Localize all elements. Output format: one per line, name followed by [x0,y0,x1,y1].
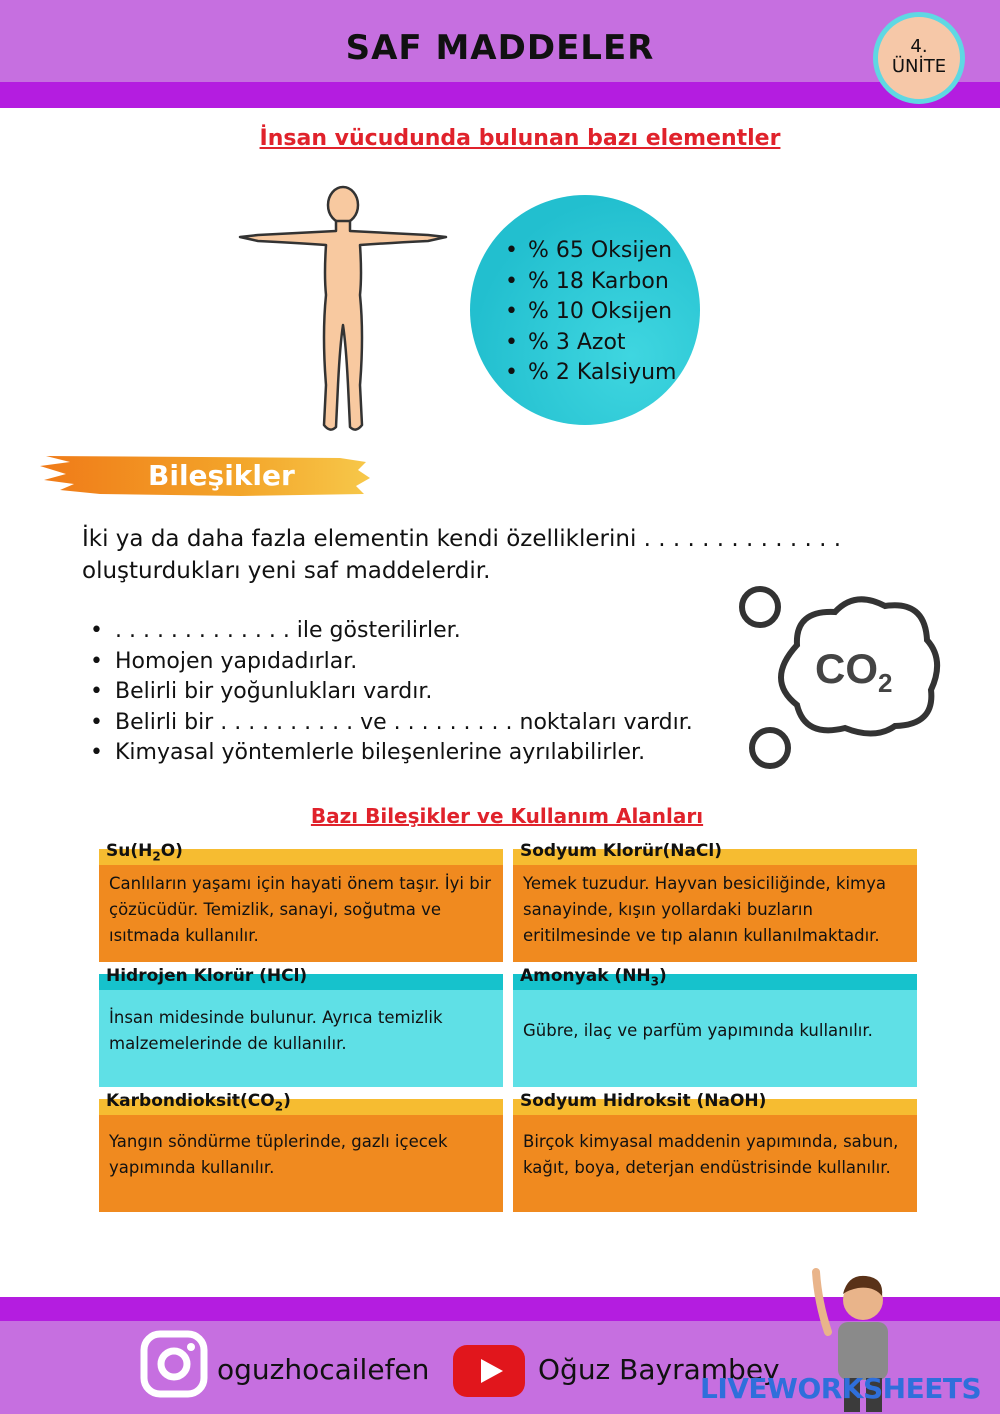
card-text: Yemek tuzudur. Hayvan besiciliğinde, kimya sanayinde, kışın yollardaki buzların eritilmesinde ve tıp alanın kullanılmaktadır. [523,874,887,945]
compound-card-nh3 [513,966,917,1087]
human-body-illustration [238,185,448,435]
compounds-banner-label: Bileşikler [148,459,295,492]
compounds-definition: İki ya da daha fazla elementin kendi özelliklerini . . . . . . . . . . . . . . oluşturdukları yeni saf maddelerdir. [82,526,842,584]
elements-heading: İnsan vücudunda bulunan bazı elementler [259,126,781,151]
card-title: Amonyak $(NH_3)$ [520,966,667,989]
card-title: Sodyum Klorür(NaCl) [520,841,722,861]
property-item: • Kimyasal yöntemlerle bileşenlerine ayrılabilirler. [90,738,693,769]
elements-list [505,236,676,389]
element-item: • % 3 Azot [505,328,676,359]
compound-card-naoh [513,1091,917,1212]
compound-card-hcl [99,966,503,1087]
header-stripe [0,82,1000,108]
compound-properties-list [90,616,693,769]
card-title: $Su(H_2O)$ [106,841,183,864]
card-text: İnsan midesinde bulunur. Ayrıca temizlik malzemelerinde de kullanılır. [109,1008,443,1053]
instagram-handle[interactable]: oguzhocailefen [217,1353,430,1386]
co2-cloud-illustration [735,580,950,775]
property-item: • Homojen yapıdadırlar. [90,647,693,678]
card-text: Yangın söndürme tüplerinde, gazlı içecek yapımında kullanılır. [109,1132,448,1177]
unit-number: 4. [910,36,928,57]
page-title: SAF MADDELER [345,28,655,68]
youtube-channel-name[interactable]: Oğuz Bayrambey [538,1353,780,1386]
card-title: Sodyum Hidroksit (NaOH) [520,1091,767,1111]
element-item: • % 10 Oksijen [505,297,676,328]
property-item: • . . . . . . . . . . . . . ile gösterilirler. [90,616,693,647]
compound-card-nacl [513,841,917,962]
compound-card-water [99,841,503,962]
compound-card-co2 [99,1091,503,1212]
card-text: Gübre, ilaç ve parfüm yapımında kullanılır. [523,1021,873,1040]
element-item: • % 65 Oksijen [505,236,676,267]
element-item: • % 2 Kalsiyum [505,358,676,389]
instagram-icon[interactable] [140,1330,208,1398]
unit-label: ÜNİTE [891,56,947,77]
card-text: Canlıların yaşamı için hayati önem taşır. İyi bir çözücüdür. Temizlik, sanayi, soğutma ve ısıtmada kullanılır. [109,874,492,945]
youtube-icon[interactable] [453,1345,525,1397]
cloud-subscript: 2 [878,668,893,698]
cloud-formula: CO [815,645,878,692]
unit-badge [873,12,965,104]
card-text: Birçok kimyasal maddenin yapımında, sabun, kağıt, boya, deterjan endüstrisinde kullanılır. [523,1132,899,1177]
card-title: Hidrojen Klorür (HCl) [106,966,308,986]
property-item: • Belirli bir . . . . . . . . . . ve . . . . . . . . . noktaları vardır. [90,708,693,739]
property-item: • Belirli bir yoğunlukları vardır. [90,677,693,708]
card-title: $Karbondioksit(CO_2)$ [106,1091,291,1114]
element-item: • % 18 Karbon [505,267,676,298]
uses-heading: Bazı Bileşikler ve Kullanım Alanları [310,804,704,828]
liveworksheets-watermark: LIVEWORKSHEETS [700,1372,982,1405]
